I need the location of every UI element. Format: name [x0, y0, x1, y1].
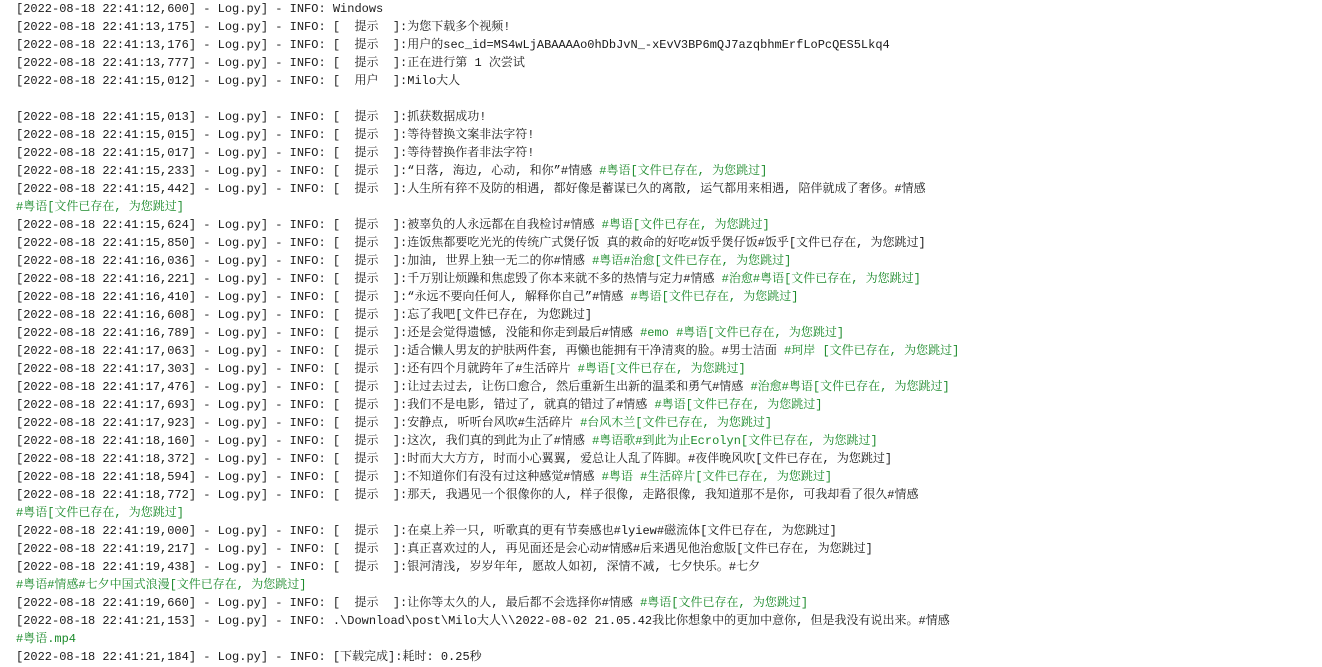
log-line-text: [2022-08-18 22:41:15,015] - Log.py] - INFO: [ 提示 ]:等待替换文案非法字符!	[16, 128, 535, 142]
log-line-tag: #珂岸 [文件已存在, 为您跳过]	[784, 344, 960, 358]
log-line	[16, 252, 1320, 270]
log-line	[16, 162, 1320, 180]
log-line-tag: #粤语[文件已存在, 为您跳过]	[654, 398, 823, 412]
log-line-tag: #粤语[文件已存在, 为您跳过]	[601, 218, 770, 232]
log-line	[16, 324, 1320, 342]
log-line	[16, 630, 1320, 648]
log-line-tag: #粤语歌#到此为止Ecrolyn[文件已存在, 为您跳过]	[592, 434, 878, 448]
log-line	[16, 558, 1320, 576]
log-line	[16, 270, 1320, 288]
log-line-text: [2022-08-18 22:41:13,777] - Log.py] - INFO: [ 提示 ]:正在进行第 1 次尝试	[16, 56, 525, 70]
log-line-text: [2022-08-18 22:41:15,012] - Log.py] - INFO: [ 用户 ]:Milo大人	[16, 74, 461, 88]
log-line	[16, 378, 1320, 396]
log-line-text: [2022-08-18 22:41:18,160] - Log.py] - INFO: [ 提示 ]:这次, 我们真的到此为止了#情感	[16, 434, 593, 448]
log-line	[16, 126, 1320, 144]
log-line-tag: #台风木兰[文件已存在, 为您跳过]	[580, 416, 773, 430]
blank-line	[16, 90, 1320, 108]
log-line-text: [2022-08-18 22:41:15,233] - Log.py] - INFO: [ 提示 ]:“日落, 海边, 心动, 和你”#情感	[16, 164, 600, 178]
log-line-tag: #粤语.mp4	[16, 632, 77, 646]
log-line-text: [2022-08-18 22:41:16,410] - Log.py] - INFO: [ 提示 ]:“永远不要向任何人, 解释你自己”#情感	[16, 290, 631, 304]
log-line	[16, 648, 1320, 666]
log-line-tag: #粤语[文件已存在, 为您跳过]	[577, 362, 746, 376]
log-line	[16, 414, 1320, 432]
log-line	[16, 468, 1320, 486]
log-line	[16, 360, 1320, 378]
log-line-text: [2022-08-18 22:41:18,594] - Log.py] - INFO: [ 提示 ]:不知道你们有没有过这种感觉#情感	[16, 470, 602, 484]
log-line	[16, 342, 1320, 360]
log-line-text: [2022-08-18 22:41:16,036] - Log.py] - INFO: [ 提示 ]:加油, 世界上独一无二的你#情感	[16, 254, 593, 268]
log-line-text: [2022-08-18 22:41:18,372] - Log.py] - INFO: [ 提示 ]:时而大大方方, 时而小心翼翼, 爱总让人乱了阵脚。#夜伴晚风吹[文件已存在, 为您跳过]	[16, 452, 893, 466]
log-line	[16, 72, 1320, 90]
log-line	[16, 180, 1320, 198]
log-line-text: [2022-08-18 22:41:19,217] - Log.py] - INFO: [ 提示 ]:真正喜欢过的人, 再见面还是会心动#情感#后来遇见他治愈版[文件已存在, 为您跳过]	[16, 542, 873, 556]
log-line-text: [2022-08-18 22:41:16,789] - Log.py] - INFO: [ 提示 ]:还是会觉得遗憾, 没能和你走到最后#情感	[16, 326, 641, 340]
console-output	[16, 0, 1320, 666]
log-line	[16, 450, 1320, 468]
log-line-text: [2022-08-18 22:41:15,850] - Log.py] - INFO: [ 提示 ]:连饭焦都要吃光光的传统广式煲仔饭 真的救命的好吃#饭乎煲仔饭#饭乎[文件已存在, 为您跳过]	[16, 236, 926, 250]
log-line	[16, 504, 1320, 522]
log-line-text: [2022-08-18 22:41:18,772] - Log.py] - INFO: [ 提示 ]:那天, 我遇见一个很像你的人, 样子很像, 走路很像, 我知道那不是你, 可我却看了很久#情感	[16, 488, 919, 502]
log-line-text: [2022-08-18 22:41:15,442] - Log.py] - INFO: [ 提示 ]:人生所有猝不及防的相遇, 都好像是蓄谋已久的离散, 运气都用来相遇, 陪伴就成了奢侈。#情感	[16, 182, 926, 196]
log-line-text: [2022-08-18 22:41:17,923] - Log.py] - INFO: [ 提示 ]:安静点, 听听台风吹#生活碎片	[16, 416, 581, 430]
log-line	[16, 54, 1320, 72]
log-line-tag: #emo #粤语[文件已存在, 为您跳过]	[640, 326, 845, 340]
log-line-text: [2022-08-18 22:41:21,153] - Log.py] - INFO: .\Download\post\Milo大人\\2022-08-02 21.05.42我比你想象中的更加中意你, 但是我没有说出来。#情感	[16, 614, 950, 628]
log-line	[16, 144, 1320, 162]
log-line-text: [2022-08-18 22:41:17,063] - Log.py] - INFO: [ 提示 ]:适合懒人男友的护肤两件套, 再懒也能拥有干净清爽的脸。#男士洁面	[16, 344, 785, 358]
log-line-text: [2022-08-18 22:41:13,176] - Log.py] - INFO: [ 提示 ]:用户的sec_id=MS4wLjABAAAAo0hDbJvN_-xEvV3BP6mQJ7azqbhmErfLoPcQES5Lkq4	[16, 38, 890, 52]
log-line-text: [2022-08-18 22:41:17,476] - Log.py] - INFO: [ 提示 ]:让过去过去, 让伤口愈合, 然后重新生出新的温柔和勇气#情感	[16, 380, 751, 394]
log-line-text: [2022-08-18 22:41:17,303] - Log.py] - INFO: [ 提示 ]:还有四个月就跨年了#生活碎片	[16, 362, 578, 376]
log-line-tag: #治愈#粤语[文件已存在, 为您跳过]	[721, 272, 921, 286]
log-line-text: [2022-08-18 22:41:19,660] - Log.py] - INFO: [ 提示 ]:让你等太久的人, 最后都不会选择你#情感	[16, 596, 641, 610]
log-line	[16, 288, 1320, 306]
log-line-tag: #粤语#治愈[文件已存在, 为您跳过]	[592, 254, 792, 268]
log-line	[16, 576, 1320, 594]
log-line	[16, 234, 1320, 252]
log-line-tag: #治愈#粤语[文件已存在, 为您跳过]	[750, 380, 950, 394]
log-line-text: [2022-08-18 22:41:12,600] - Log.py] - INFO: Windows	[16, 2, 384, 16]
log-line	[16, 0, 1320, 18]
log-line-tag: #粤语[文件已存在, 为您跳过]	[630, 290, 799, 304]
log-line	[16, 36, 1320, 54]
log-line-text: [2022-08-18 22:41:21,184] - Log.py] - INFO: [下载完成]:耗时: 0.25秒	[16, 650, 482, 664]
log-line	[16, 522, 1320, 540]
log-line-text: [2022-08-18 22:41:19,000] - Log.py] - INFO: [ 提示 ]:在桌上养一只, 听歌真的更有节奏感也#lyiew#磁流体[文件已存在, 为您跳过]	[16, 524, 837, 538]
log-line	[16, 306, 1320, 324]
log-line	[16, 540, 1320, 558]
log-line-text: [2022-08-18 22:41:15,017] - Log.py] - INFO: [ 提示 ]:等待替换作者非法字符!	[16, 146, 535, 160]
log-line-tag: #粤语#情感#七夕中国式浪漫[文件已存在, 为您跳过]	[16, 578, 307, 592]
log-line	[16, 216, 1320, 234]
log-line-text: [2022-08-18 22:41:15,624] - Log.py] - INFO: [ 提示 ]:被辜负的人永远都在自我检讨#情感	[16, 218, 602, 232]
log-line-text: [2022-08-18 22:41:13,175] - Log.py] - INFO: [ 提示 ]:为您下载多个视频!	[16, 20, 511, 34]
log-line-tag: #粤语 #生活碎片[文件已存在, 为您跳过]	[601, 470, 833, 484]
log-line	[16, 594, 1320, 612]
log-line	[16, 486, 1320, 504]
log-line-tag: #粤语[文件已存在, 为您跳过]	[599, 164, 768, 178]
log-line-text: [2022-08-18 22:41:17,693] - Log.py] - INFO: [ 提示 ]:我们不是电影, 错过了, 就真的错过了#情感	[16, 398, 655, 412]
log-line-text: [2022-08-18 22:41:16,608] - Log.py] - INFO: [ 提示 ]:忘了我吧[文件已存在, 为您跳过]	[16, 308, 593, 322]
log-line	[16, 396, 1320, 414]
log-line	[16, 198, 1320, 216]
log-line	[16, 432, 1320, 450]
log-line-tag: #粤语[文件已存在, 为您跳过]	[16, 200, 185, 214]
log-line-text: [2022-08-18 22:41:19,438] - Log.py] - INFO: [ 提示 ]:银河清浅, 岁岁年年, 愿故人如初, 深情不减, 七夕快乐。#七夕	[16, 560, 761, 574]
log-line	[16, 18, 1320, 36]
log-line	[16, 612, 1320, 630]
log-line	[16, 108, 1320, 126]
log-line-text: [2022-08-18 22:41:15,013] - Log.py] - INFO: [ 提示 ]:抓获数据成功!	[16, 110, 487, 124]
log-line-tag: #粤语[文件已存在, 为您跳过]	[16, 506, 185, 520]
log-line-tag: #粤语[文件已存在, 为您跳过]	[640, 596, 809, 610]
log-line-text: [2022-08-18 22:41:16,221] - Log.py] - INFO: [ 提示 ]:千万别让烦躁和焦虑毁了你本来就不多的热情与定力#情感	[16, 272, 722, 286]
